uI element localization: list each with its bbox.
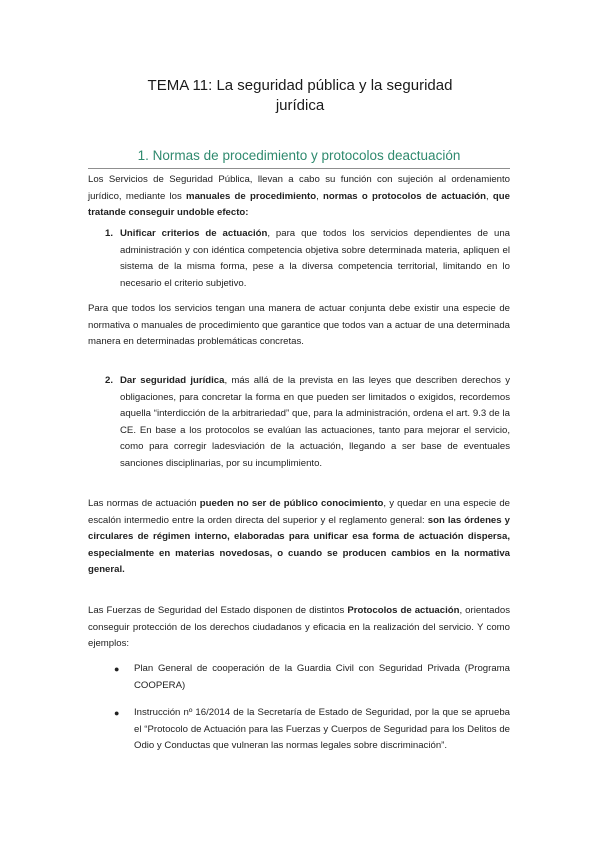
intro-bold-3: que tratande conseguir undoble efecto:: [88, 190, 510, 219]
numbered-item-1: [88, 226, 510, 292]
page-title-line1: TEMA 11: La seguridad pública y la seguridad: [147, 77, 453, 94]
item-bold: Dar seguridad jurídica: [120, 375, 225, 386]
para4-bold-1: Protocolos de actuación: [347, 605, 460, 616]
item-bold: Unificar criterios de actuación: [120, 228, 268, 239]
intro-bold-1: manuales de procedimiento: [186, 190, 317, 202]
item-text: , más allá de la prevista en las leyes que describen derechos y obligaciones, para concretar la forma en que pueden ser limitados o exigidos, recordemos aquella “interdicción de la arbitrariedad” que, para la administración, ordena el art. 9.3 de la CE. En base a los protocolos se evalúan las actuaciones, tanto para mejorar el servicio, como para corregir ladesviación de la actuación, llegando a ser base de eventuales sanciones disciplinarias, por su incumplimiento.: [120, 375, 511, 469]
paragraph-2: Para que todos los servicios tengan una manera de actuar conjunta debe existir una especie de normativa o manuales de procedimiento que garantice que todos van a actuar de una determinada manera en determinadas problemáticas concretas.: [88, 303, 510, 348]
page-title: [0, 76, 600, 116]
intro-bold-2: normas o protocolos de actuación: [322, 190, 486, 202]
intro-paragraph: [88, 172, 510, 222]
para4-text-1: Las Fuerzas de Seguridad del Estado disponen de distintos: [88, 605, 348, 616]
item-text: , para que todos los servicios dependientes de una administración y con idéntica competencia objetiva sobre determinada materia, apliquen el sistema de la misma forma, pese a la diversa competencia territorial, limitando en lo necesario el criterio subjetivo.: [120, 228, 510, 289]
bullet-item-2: [88, 705, 510, 755]
numbered-item-2: [88, 373, 510, 473]
intro-text-2: ,: [316, 190, 323, 202]
section-heading: 1. Normas de procedimiento y protocolos deactuación: [88, 148, 510, 169]
intro-text-1: Los Servicios de Seguridad Pública, llevan a cabo su función con sujeción al ordenamiento jurídico, mediante los: [88, 174, 510, 202]
bullet-icon: ●: [114, 708, 120, 718]
para3-bold-2: son las órdenes y circulares de régimen interno, elaboradas para unificar esa forma de actuación dispersa, especialmente en materias novedosas, o cuando se producen cambios en la normativa general.: [88, 514, 511, 576]
bullet-icon: ●: [114, 664, 120, 674]
intro-text-3: ,: [486, 190, 493, 202]
para3-text-2: , y quedar en una especie de escalón intermedio entre la orden directa del superior y el reglamento general:: [88, 498, 510, 526]
para3-bold-1: pueden no ser de público conocimiento: [199, 498, 384, 509]
bullet-text: Plan General de cooperación de la Guardia Civil con Seguridad Privada (Programa COOPERA): [134, 663, 510, 691]
bullet-item-1: [88, 661, 510, 694]
item-number: 1.: [105, 228, 114, 239]
bullet-text: Instrucción nº 16/2014 de la Secretaría de Estado de Seguridad, por la que se aprueba el “Protocolo de Actuación para las Fuerzas y Cuerpos de Seguridad para los Delitos de Odio y Conductas que vulneran las normas legales sobre discriminación”.: [134, 707, 510, 752]
item-number: 2.: [105, 375, 114, 386]
paragraph-4: [88, 603, 510, 653]
para4-text-2: , orientados conseguir protección de los derechos ciudadanos y eficacia en la realización del servicio. Y como ejemplos:: [88, 605, 510, 650]
para3-text-1: Las normas de actuación: [88, 498, 200, 509]
paragraph-3: [88, 496, 510, 579]
page-title-line2: jurídica: [275, 97, 325, 114]
